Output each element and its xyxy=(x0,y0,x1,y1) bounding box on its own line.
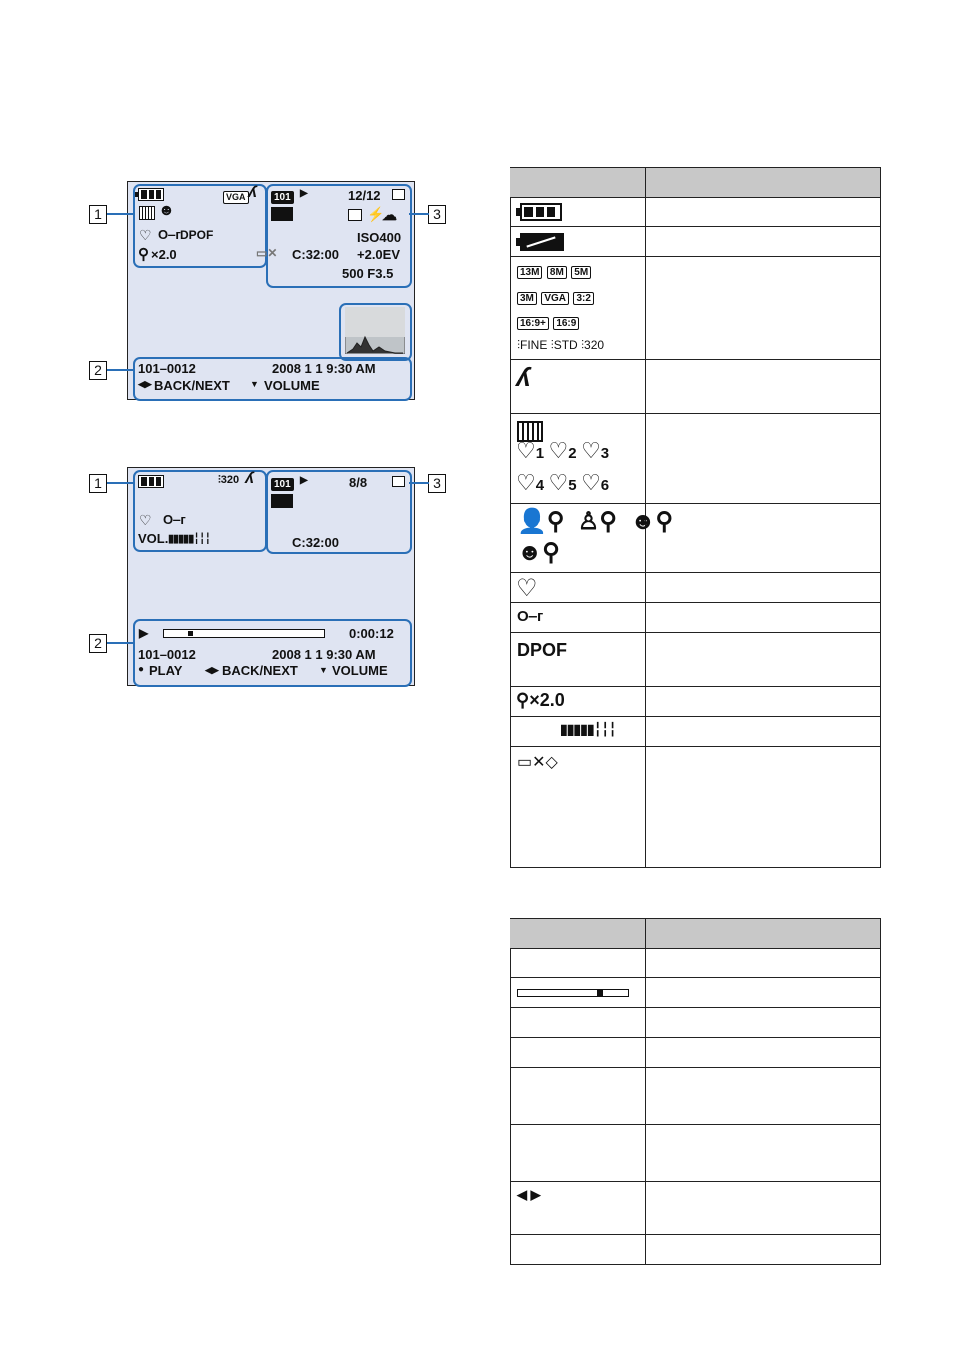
back-next-label: BACK/NEXT xyxy=(154,378,230,393)
face-search-icons: 👤⚲ ♙⚲ ☻⚲ xyxy=(517,508,674,535)
table-row xyxy=(510,1235,880,1265)
vol-label: VOL. xyxy=(138,531,169,546)
folder-change-icon-movie xyxy=(271,494,293,508)
left-right-arrow-icon-movie: ◀▶ xyxy=(205,665,219,675)
memory-card-icon-movie xyxy=(392,476,405,487)
dpof-label: DPOF xyxy=(180,228,214,242)
table-row xyxy=(510,197,880,227)
favorite-heart-icon-movie: ♡ xyxy=(139,512,152,528)
image-count: 12/12 xyxy=(348,188,381,203)
flash-off-icon: ⚡ xyxy=(367,206,385,222)
white-balance-icon: ☁ xyxy=(382,207,397,224)
battery-low-icon xyxy=(520,233,564,251)
callout-1-line xyxy=(107,213,134,215)
movie-size-icon: ⫶320 xyxy=(218,474,240,486)
callout-1: 1 xyxy=(89,205,107,224)
battery-icon-movie xyxy=(138,475,164,488)
shutter-aperture: 500 F3.5 xyxy=(342,266,394,281)
battery-full-icon xyxy=(520,203,562,221)
date-time: 2008 1 1 9:30 AM xyxy=(272,361,376,376)
play-label: PLAY xyxy=(149,663,183,678)
down-arrow-icon: ▼ xyxy=(250,379,259,389)
image-size-icons-row3: 16:9+ 16:9 xyxy=(517,313,579,331)
zoom-icon-table: ⚲×2.0 xyxy=(516,690,565,710)
table-row xyxy=(510,1038,880,1068)
table-row xyxy=(510,1068,880,1125)
volume-level-icon: ▮▮▮▮▮╎╎╎ xyxy=(560,721,616,737)
image-size-icon: VGA xyxy=(223,187,249,205)
file-number: 101–0012 xyxy=(138,361,196,376)
folder-arrow-icon: ▶ xyxy=(300,188,308,199)
clear-raw-noise-icon-table: ʎ xyxy=(516,362,531,392)
play-dot-icon: ● xyxy=(138,664,145,675)
folder-arrow-icon-movie: ▶ xyxy=(300,475,308,486)
favorite-heart-icon-table: ♡ xyxy=(516,575,538,602)
clear-raw-noise-icon-movie: ʎ xyxy=(245,470,254,487)
playback-progress-bar xyxy=(163,629,325,638)
pictbridge-disconnect-icon: ▭✕ xyxy=(256,246,278,260)
callout-3-line xyxy=(409,213,429,215)
left-right-arrow-icon-table: ◀ ▶ xyxy=(517,1187,541,1202)
volume-label-movie: VOLUME xyxy=(332,663,388,678)
table-row xyxy=(510,360,880,414)
progress-bar-icon xyxy=(517,989,629,997)
down-arrow-icon-movie: ▼ xyxy=(319,665,328,675)
callout-1-movie-line xyxy=(107,482,134,484)
folder-icon: 101 xyxy=(271,187,294,205)
movie-quality-icons: ⫶FINE ⫶STD ⫶320 xyxy=(517,338,605,352)
callout-2-movie-line xyxy=(107,642,134,644)
protect-key-icon-table: O‒ᴦ xyxy=(517,608,544,625)
file-number-movie: 101–0012 xyxy=(138,647,196,662)
protect-key-icon: O‒ᴦ xyxy=(158,227,181,242)
table-header xyxy=(510,167,880,198)
callout-2: 2 xyxy=(89,361,107,380)
image-count-movie: 8/8 xyxy=(349,475,368,490)
iso-value: ISO400 xyxy=(357,230,402,245)
left-right-arrow-icon: ◀▶ xyxy=(138,379,152,389)
face-search-icon: ☻ xyxy=(158,202,175,219)
table-row xyxy=(510,573,880,603)
memory-card-icon xyxy=(392,189,405,200)
pictbridge-disconnect-icon-table: ▭✕◇ xyxy=(517,754,558,771)
smile-search-icon: ☻⚲ xyxy=(517,539,560,566)
callout-2-movie: 2 xyxy=(89,634,107,653)
battery-icon xyxy=(138,188,164,201)
favorite-heart-icon: ♡ xyxy=(139,227,152,243)
exposure-value: +2.0EV xyxy=(357,247,401,262)
callout-3-movie-line xyxy=(409,482,429,484)
elapsed-time: 0:00:12 xyxy=(349,626,394,641)
table-row xyxy=(510,1182,880,1235)
folder-change-icon xyxy=(271,207,293,221)
image-size-icons: 13M 8M 5M xyxy=(517,262,591,280)
calendar-icon xyxy=(139,206,155,220)
date-time-movie: 2008 1 1 9:30 AM xyxy=(272,647,376,662)
heart-mode-icons: ♡1 ♡2 ♡3 xyxy=(516,438,610,463)
zoom-value: ×2.0 xyxy=(151,247,177,262)
folder-icon-movie: 101 xyxy=(271,474,294,492)
table-row xyxy=(510,1125,880,1182)
recording-capacity-movie: C:32:00 xyxy=(292,535,339,550)
table-row xyxy=(510,687,880,717)
callout-1-movie: 1 xyxy=(89,474,107,493)
metering-icon xyxy=(348,209,362,221)
callout-2-line xyxy=(107,369,134,371)
callout-3: 3 xyxy=(428,205,446,224)
table-row xyxy=(510,227,880,257)
volume-bars-icon: ▮▮▮▮▮╎╎╎ xyxy=(168,533,211,545)
table-row xyxy=(510,603,880,633)
play-triangle-icon: ▶ xyxy=(139,626,149,640)
volume-label: VOLUME xyxy=(264,378,320,393)
histogram-thumbnail xyxy=(345,307,405,354)
table-row xyxy=(510,1008,880,1038)
dpof-icon: DPOF xyxy=(517,640,568,660)
table-header xyxy=(510,918,880,949)
table-row xyxy=(510,747,880,868)
zoom-magnifier-icon: ⚲ xyxy=(138,246,149,263)
protect-key-icon-movie: O‒ᴦ xyxy=(163,512,186,527)
clear-raw-noise-icon: ʎ xyxy=(248,184,257,201)
callout-3-movie: 3 xyxy=(428,474,446,493)
table-row xyxy=(510,948,880,978)
recording-capacity: C:32:00 xyxy=(292,247,339,262)
image-size-icons-row2: 3M VGA 3:2 xyxy=(517,288,594,306)
back-next-label-movie: BACK/NEXT xyxy=(222,663,298,678)
heart-mode-icons-row2: ♡4 ♡5 ♡6 xyxy=(516,470,610,495)
